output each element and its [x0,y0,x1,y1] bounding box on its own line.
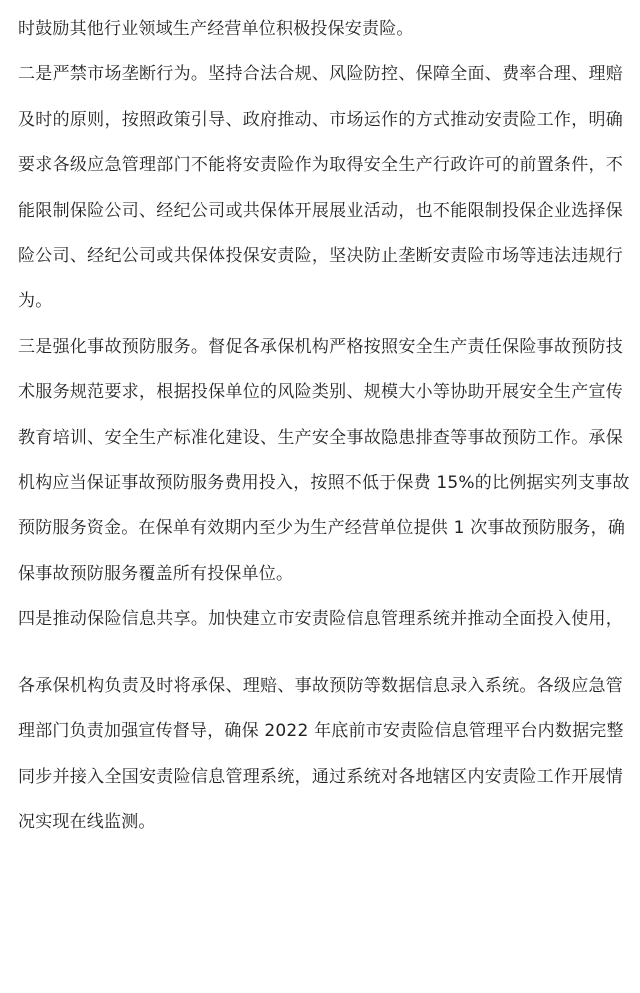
text-line: 教育培训、安全生产标准化建设、生产安全事故隐患排查等事故预防工作。承保 [18,427,623,448]
text-line: 同步并接入全国安责险信息管理系统，通过系统对各地辖区内安责险工作开展情 [18,766,623,787]
text-line: 三是强化事故预防服务。督促各承保机构严格按照安全生产责任保险事故预防技 [18,336,623,357]
text-line: 时鼓励其他行业领域生产经营单位积极投保安责险。 [18,19,414,39]
text-line: 及时的原则，按照政策引导、政府推动、市场运作的方式推动安责险工作，明确 [18,109,623,130]
text-line: 四是推动保险信息共享。加快建立市安责险信息管理系统并推动全面投入使用， [18,609,623,630]
text-line: 机构应当保证事故预防服务费用投入，按照不低于保费 15%的比例据实列支事故 [18,472,630,493]
text-line: 为。 [18,291,53,312]
text-line: 要求各级应急管理部门不能将安责险作为取得安全生产行政许可的前置条件，不 [18,155,623,176]
document-body [18,18,630,857]
text-line: 能限制保险公司、经纪公司或共保体开展展业活动，也不能限制投保企业选择保 [18,200,623,221]
text-line: 保事故预防服务覆盖所有投保单位。 [18,563,294,584]
text-line: 况实现在线监测。 [18,812,156,833]
text-line: 各承保机构负责及时将承保、理赔、事故预防等数据信息录入系统。各级应急管 [18,676,623,697]
text-line: 二是严禁市场垄断行为。坚持合法合规、风险防控、保障全面、费率合理、理赔 [18,64,623,85]
text-line: 险公司、经纪公司或共保体投保安责险，坚决防止垄断安责险市场等违法违规行 [18,245,623,266]
text-line: 预防服务资金。在保单有效期内至少为生产经营单位提供 1 次事故预防服务，确 [18,518,626,539]
text-line: 术服务规范要求，根据投保单位的风险类别、规模大小等协助开展安全生产宣传 [18,382,623,403]
text-line: 理部门负责加强宣传督导，确保 2022 年底前市安责险信息管理平台内数据完整 [18,721,624,742]
